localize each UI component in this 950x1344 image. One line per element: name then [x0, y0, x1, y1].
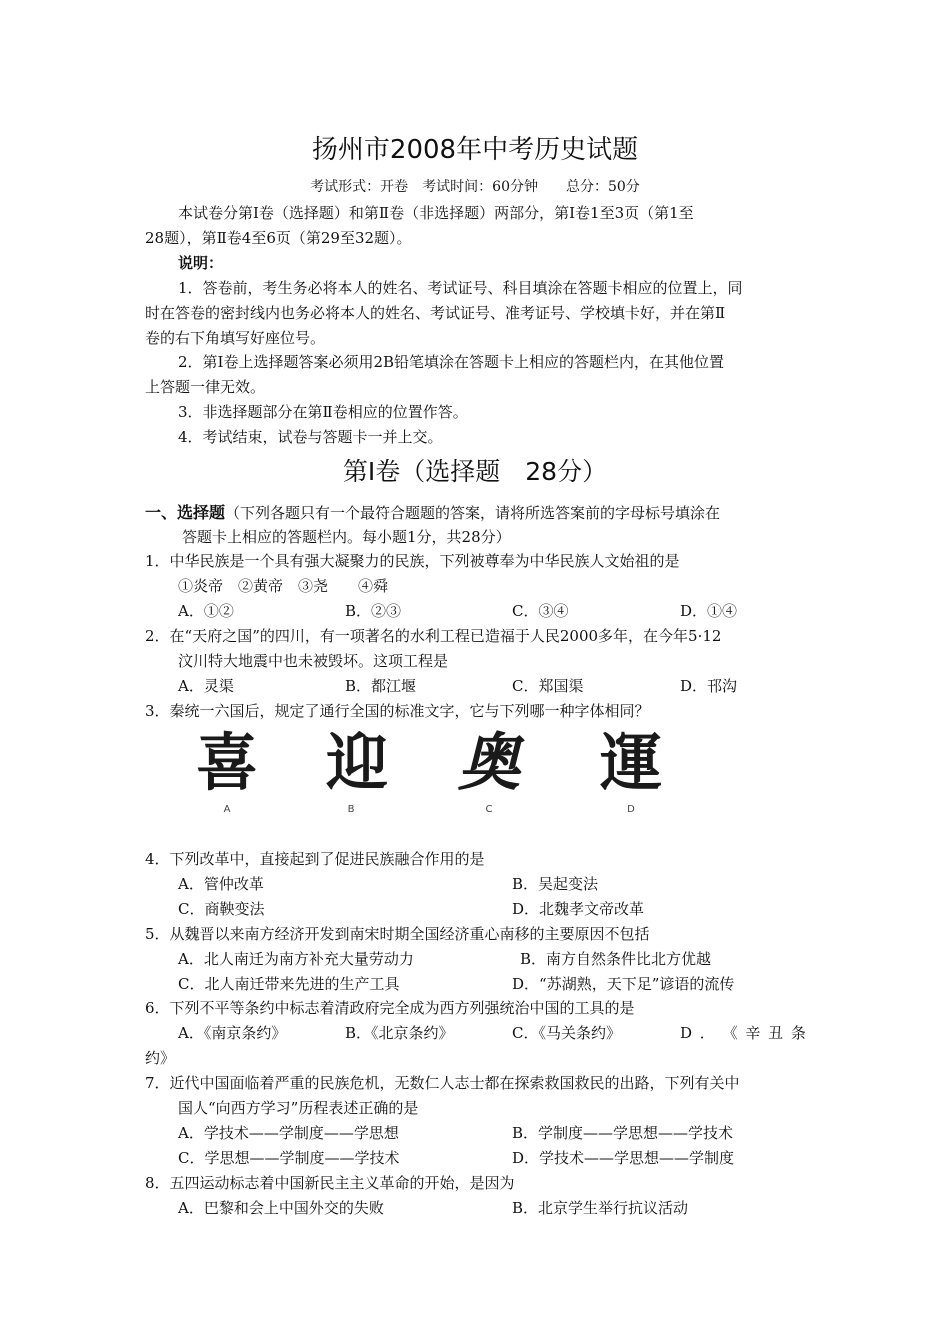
q6-d-part: 条	[790, 1024, 806, 1042]
q6-option-d-wrap: 约》	[145, 1049, 176, 1067]
question-1-items: ①炎帝 ②黄帝 ③尧 ④舜	[178, 577, 389, 595]
q7-option-c: C．学思想——学制度——学技术	[178, 1149, 400, 1167]
q1-option-d: D．①④	[680, 602, 738, 620]
q8-option-a: A．巴黎和会上中国外交的失败	[178, 1199, 384, 1217]
question-4-stem: 4．下列改革中，直接起到了促进民族融合作用的是	[145, 850, 485, 868]
question-7-stem: 7．近代中国面临着严重的民族危机，无数仁人志士都在探索救国救民的出路，下列有关中	[145, 1074, 740, 1092]
q5-option-b: B．南方自然条件比北方优越	[520, 950, 712, 968]
glyph-a: 喜	[195, 726, 258, 799]
q6-option-b: B．《北京条约》	[345, 1024, 454, 1042]
glyph-b: 迎	[325, 726, 388, 799]
page-title: 扬州市2008年中考历史试题	[311, 135, 639, 165]
q6-option-d	[680, 1023, 806, 1043]
q1-option-a: A．①②	[178, 602, 234, 620]
section-title: 第Ⅰ卷（选择题 28分）	[342, 457, 608, 486]
part-desc: （下列各题只有一个最符合题题的答案，请将所选答案前的字母标号填涂在	[225, 504, 721, 522]
q1-option-c: C．③④	[512, 602, 569, 620]
exam-info: 考试形式：开卷 考试时间：60分钟 总分：50分	[310, 179, 640, 195]
q4-option-a: A．管仲改革	[178, 875, 264, 893]
part-heading-line	[145, 503, 720, 523]
question-6-stem: 6．下列不平等条约中标志着清政府完全成为西方列强统治中国的工具的是	[145, 999, 635, 1017]
q2-option-d: D．邗沟	[680, 677, 738, 695]
question-2-stem-cont: 汶川特大地震中也未被毁坏。这项工程是	[178, 652, 449, 670]
q6-d-part: D	[680, 1024, 693, 1042]
note-line: 2．第Ⅰ卷上选择题答案必须用2B铅笔填涂在答题卡上相应的答题栏内，在其他位置	[178, 353, 725, 371]
q1-option-b: B．②③	[345, 602, 402, 620]
glyph-label-d: D	[627, 804, 635, 815]
note-line: 3．非选择题部分在第Ⅱ卷相应的位置作答。	[178, 403, 468, 421]
q6-d-part: ．	[699, 1024, 715, 1042]
q6-option-a: A．《南京条约》	[178, 1024, 287, 1042]
q7-option-d: D．学技术——学思想——学制度	[512, 1149, 735, 1167]
q2-option-a: A．灵渠	[178, 677, 234, 695]
note-line: 卷的右下角填写好座位号。	[145, 329, 326, 347]
part-desc-line-2: 答题卡上相应的答题栏内。每小题1分，共28分）	[182, 528, 511, 546]
q2-option-b: B．都江堰	[345, 677, 417, 695]
q4-option-c: C．商鞅变法	[178, 900, 265, 918]
question-5-stem: 5．从魏晋以来南方经济开发到南宋时期全国经济重心南移的主要原因不包括	[145, 925, 650, 943]
q6-d-part: 丑	[768, 1024, 784, 1042]
q6-option-c: C．《马关条约》	[512, 1024, 621, 1042]
q6-d-part: 辛	[745, 1024, 761, 1042]
q5-option-d: D．“苏湖熟，天下足”谚语的流传	[512, 975, 735, 993]
script-samples-figure	[196, 726, 666, 826]
glyph-label-a: A	[223, 804, 231, 815]
q6-d-part: 《	[722, 1024, 738, 1042]
q7-option-b: B．学制度——学思想——学技术	[512, 1124, 734, 1142]
glyph-label-b: B	[347, 804, 355, 815]
glyph-c: 奥	[457, 726, 520, 799]
q8-option-b: B．北京学生举行抗议活动	[512, 1199, 689, 1217]
note-line: 时在答卷的密封线内也务必将本人的姓名、考试证号、准考证号、学校填卡好，并在第Ⅱ	[145, 304, 726, 322]
note-line: 4．考试结束，试卷与答题卡一并上交。	[178, 428, 443, 446]
glyph-label-c: C	[485, 804, 493, 815]
q2-option-c: C．郑国渠	[512, 677, 584, 695]
q5-option-a: A．北人南迁为南方补充大量劳动力	[178, 950, 414, 968]
intro-line-2: 28题），第Ⅱ卷4至6页（第29至32题）。	[145, 229, 412, 247]
question-2-stem: 2．在“天府之国”的四川，有一项著名的水利工程已造福于人民2000多年，在今年5·12	[145, 627, 722, 645]
notes-heading: 说明：	[178, 254, 224, 272]
glyph-d: 運	[599, 726, 662, 799]
q4-option-d: D．北魏孝文帝改革	[512, 900, 645, 918]
note-line: 1．答卷前，考生务必将本人的姓名、考试证号、科目填涂在答题卡相应的位置上，同	[178, 279, 743, 297]
q4-option-b: B．吴起变法	[512, 875, 599, 893]
note-line: 上答题一律无效。	[145, 378, 266, 396]
q5-option-c: C．北人南迁带来先进的生产工具	[178, 975, 400, 993]
part-heading: 一、选择题	[145, 503, 226, 522]
question-7-stem-cont: 国人“向西方学习”历程表述正确的是	[178, 1099, 419, 1117]
question-3-stem: 3．秦统一六国后，规定了通行全国的标准文字，它与下列哪一种字体相同？	[145, 702, 650, 720]
question-1-stem: 1．中华民族是一个具有强大凝聚力的民族，下列被尊奉为中华民族人文始祖的是	[145, 552, 680, 570]
q7-option-a: A．学技术——学制度——学思想	[178, 1124, 399, 1142]
question-8-stem: 8．五四运动标志着中国新民主主义革命的开始，是因为	[145, 1174, 515, 1192]
intro-line-1: 本试卷分第Ⅰ卷（选择题）和第Ⅱ卷（非选择题）两部分，第Ⅰ卷1至3页（第1至	[178, 204, 694, 222]
